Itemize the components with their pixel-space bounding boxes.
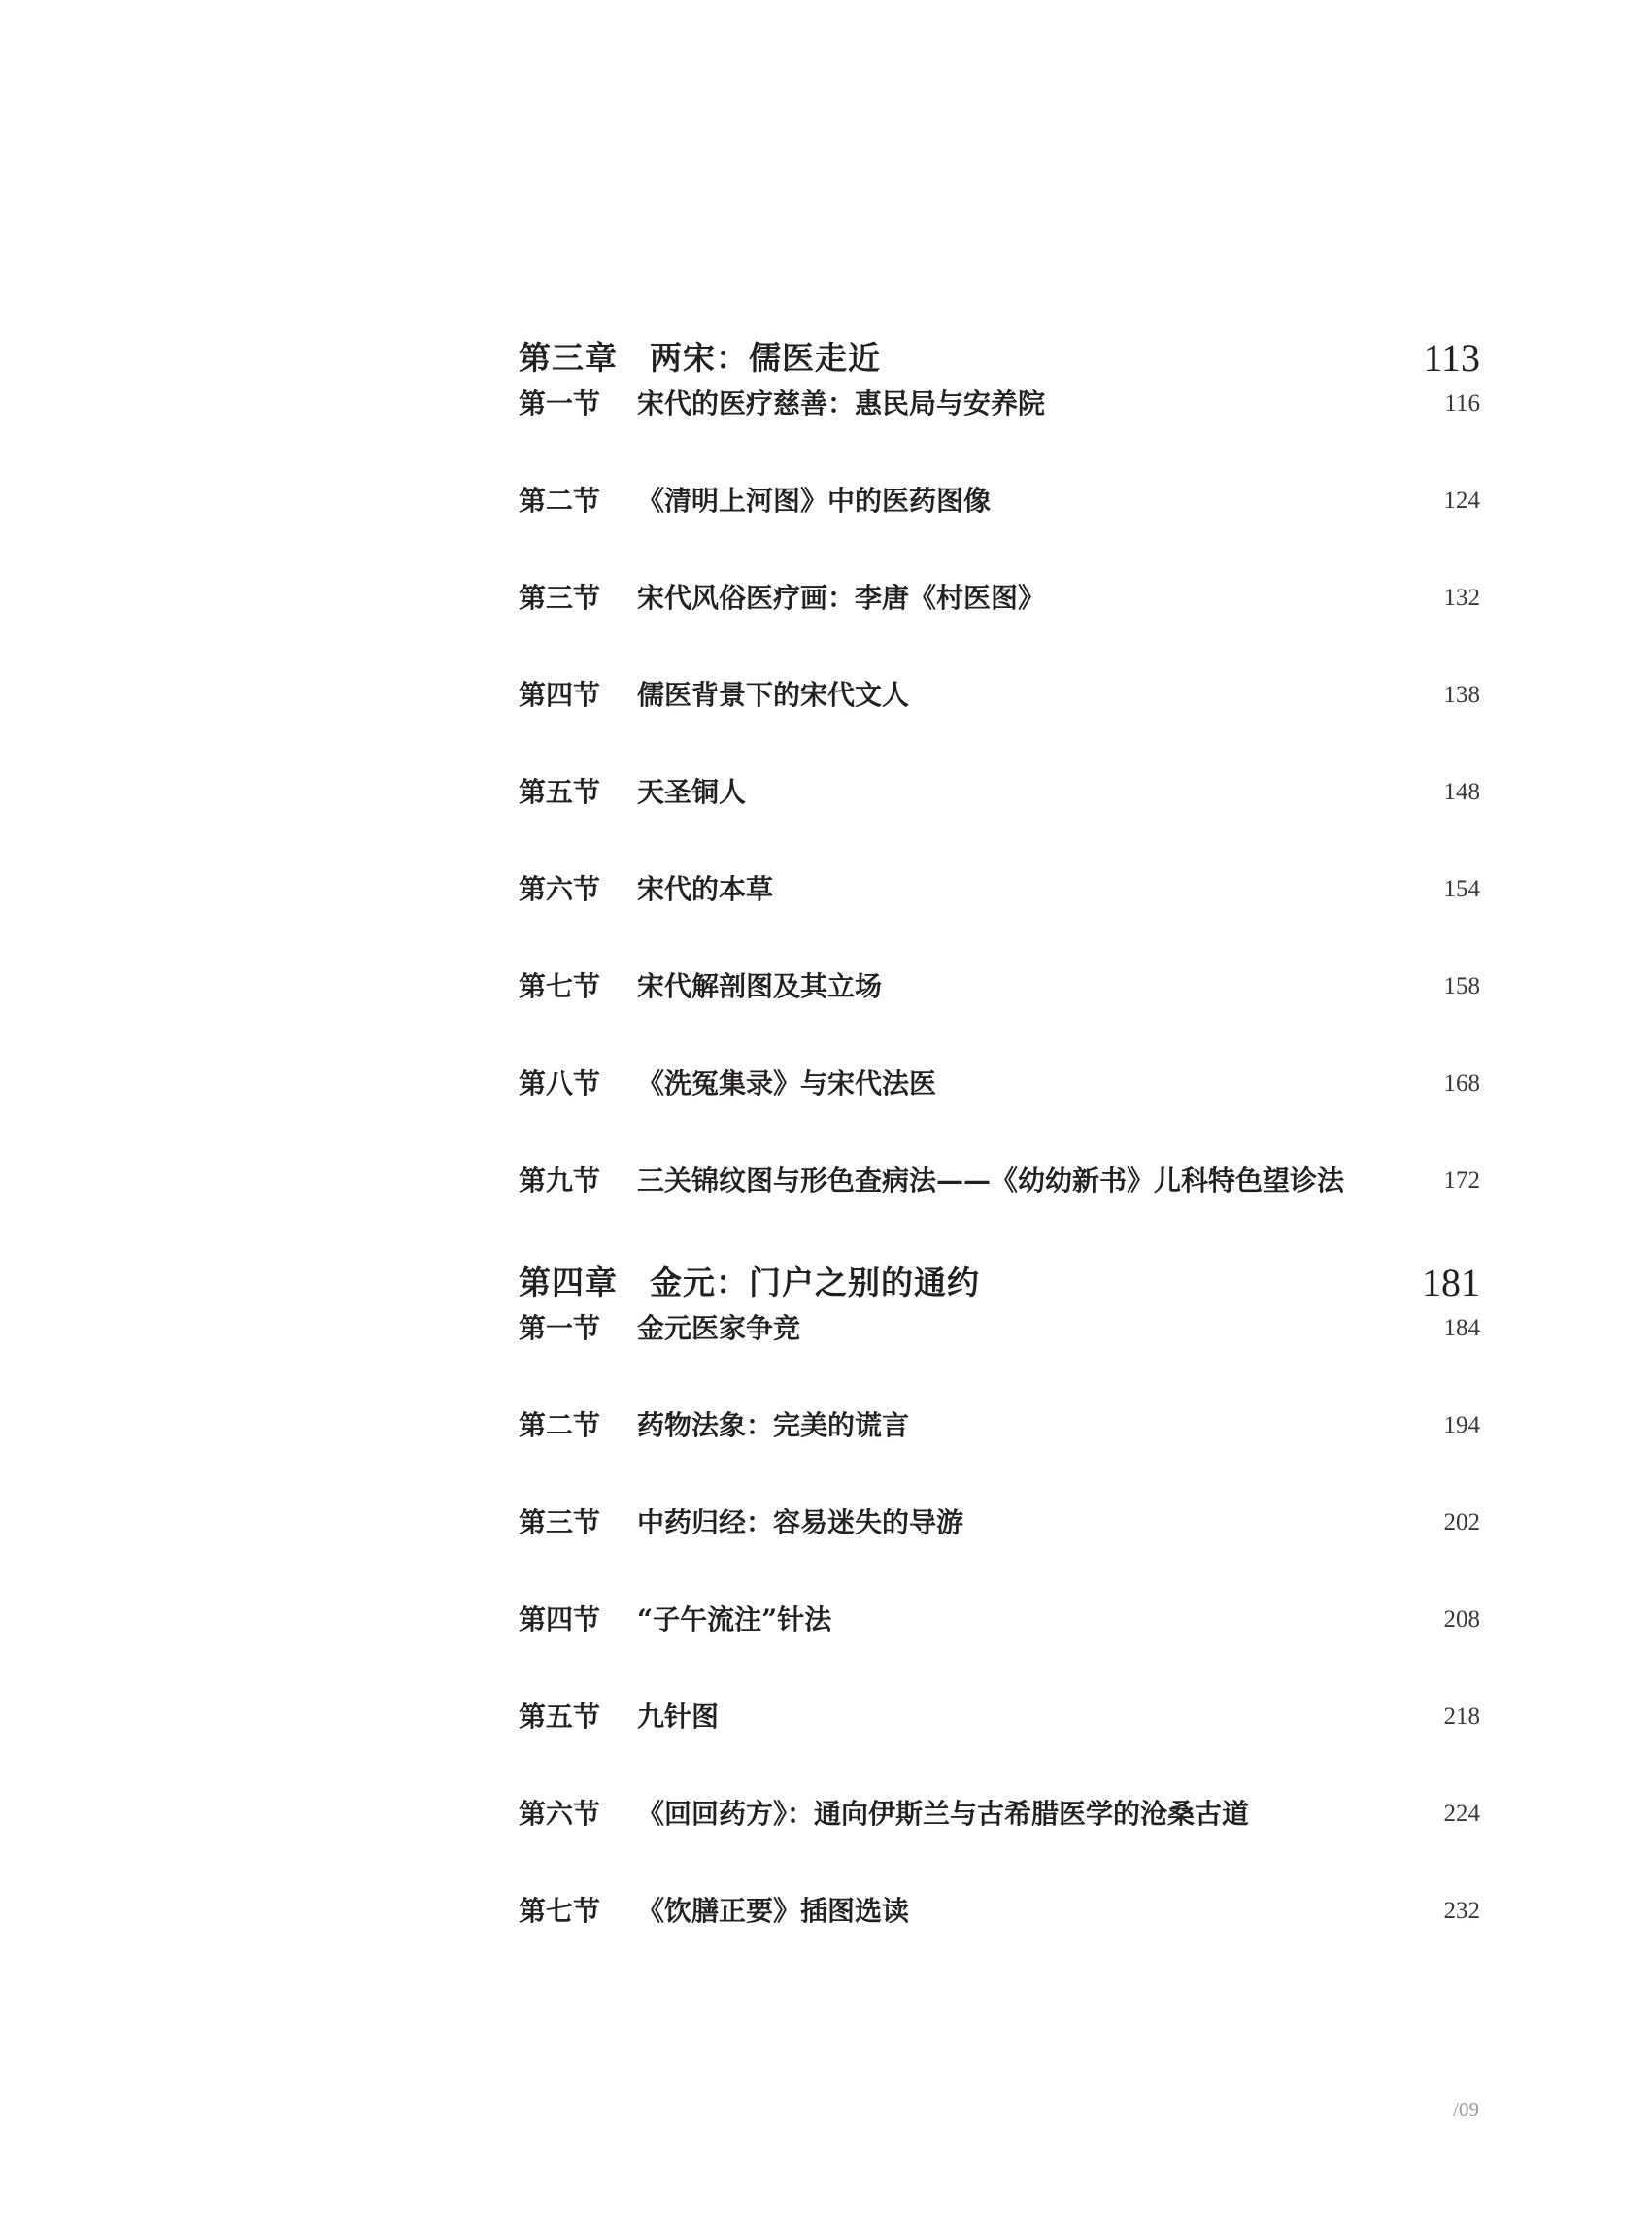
section-title: 《清明上河图》中的医药图像 [637, 485, 992, 517]
section-page-number: 218 [1443, 1703, 1480, 1730]
section-entry [519, 579, 1480, 618]
section-number: 第五节 [519, 1701, 601, 1733]
section-entry [519, 967, 1480, 1006]
section-entry [519, 1698, 1480, 1736]
section-entry [519, 773, 1480, 812]
section-title: 中药归经：容易迷失的导游 [637, 1506, 964, 1538]
section-number: 第七节 [519, 970, 601, 1002]
section-page-number: 132 [1443, 585, 1480, 611]
section-title: 宋代风俗医疗画：李唐《村医图》 [637, 582, 1046, 614]
section-entry [519, 1601, 1480, 1639]
page-folio: /09 [1453, 2098, 1479, 2121]
chapter-heading [519, 1255, 1480, 1303]
section-page-number: 158 [1443, 973, 1480, 999]
chapter-number: 第四章 [519, 1264, 618, 1301]
section-number: 第四节 [519, 679, 601, 711]
section-title: 药物法象：完美的谎言 [637, 1409, 910, 1441]
chapter-heading [519, 330, 1480, 379]
section-number: 第八节 [519, 1067, 601, 1099]
section-number: 第七节 [519, 1895, 601, 1927]
section-page-number: 172 [1443, 1167, 1480, 1194]
section-entry [519, 1064, 1480, 1103]
section-title: 天圣铜人 [637, 776, 747, 808]
section-title: 《回回药方》：通向伊斯兰与古希腊医学的沧桑古道 [637, 1798, 1250, 1830]
section-entry [519, 1503, 1480, 1542]
section-entry [519, 676, 1480, 715]
chapter-title: 金元：门户之别的通约 [650, 1264, 980, 1301]
section-number: 第六节 [519, 1798, 601, 1830]
section-entry [519, 482, 1480, 521]
section-entry [519, 870, 1480, 909]
section-page-number: 224 [1443, 1801, 1480, 1827]
section-title: 宋代的本草 [637, 873, 774, 905]
section-entry [519, 1309, 1480, 1348]
section-page-number: 168 [1443, 1070, 1480, 1096]
section-page-number: 184 [1443, 1315, 1480, 1341]
section-title: 三关锦纹图与形色查病法——《幼幼新书》儿科特色望诊法 [637, 1164, 1345, 1197]
section-title: 宋代的医疗慈善：惠民局与安养院 [637, 388, 1046, 420]
section-title: 金元医家争竞 [637, 1312, 801, 1344]
section-title: 《饮膳正要》插图选读 [637, 1895, 910, 1927]
section-page-number: 124 [1443, 488, 1480, 514]
section-number: 第五节 [519, 776, 601, 808]
section-entry [519, 1162, 1480, 1200]
section-page-number: 116 [1444, 390, 1480, 417]
section-title: “子午流注”针法 [637, 1603, 832, 1635]
section-entry [519, 385, 1480, 423]
section-title: 宋代解剖图及其立场 [637, 970, 883, 1002]
section-page-number: 138 [1443, 682, 1480, 708]
section-page-number: 194 [1443, 1412, 1480, 1438]
section-title: 儒医背景下的宋代文人 [637, 679, 910, 711]
section-title: 九针图 [637, 1701, 720, 1733]
section-number: 第一节 [519, 1312, 601, 1344]
section-number: 第六节 [519, 873, 601, 905]
section-number: 第一节 [519, 388, 601, 420]
chapter-page-number: 181 [1422, 1261, 1480, 1304]
section-number: 第三节 [519, 582, 601, 614]
section-entry [519, 1795, 1480, 1834]
section-number: 第九节 [519, 1164, 601, 1197]
section-page-number: 154 [1443, 876, 1480, 902]
section-page-number: 208 [1443, 1606, 1480, 1633]
section-entry [519, 1892, 1480, 1931]
section-number: 第二节 [519, 485, 601, 517]
section-page-number: 202 [1443, 1509, 1480, 1535]
chapter-page-number: 113 [1423, 336, 1480, 380]
section-title: 《洗冤集录》与宋代法医 [637, 1067, 937, 1099]
section-number: 第二节 [519, 1409, 601, 1441]
section-entry [519, 1406, 1480, 1445]
chapter-number: 第三章 [519, 339, 618, 377]
section-page-number: 148 [1443, 779, 1480, 805]
section-number: 第四节 [519, 1603, 601, 1635]
section-page-number: 232 [1443, 1898, 1480, 1924]
chapter-title: 两宋：儒医走近 [650, 339, 881, 377]
section-number: 第三节 [519, 1506, 601, 1538]
